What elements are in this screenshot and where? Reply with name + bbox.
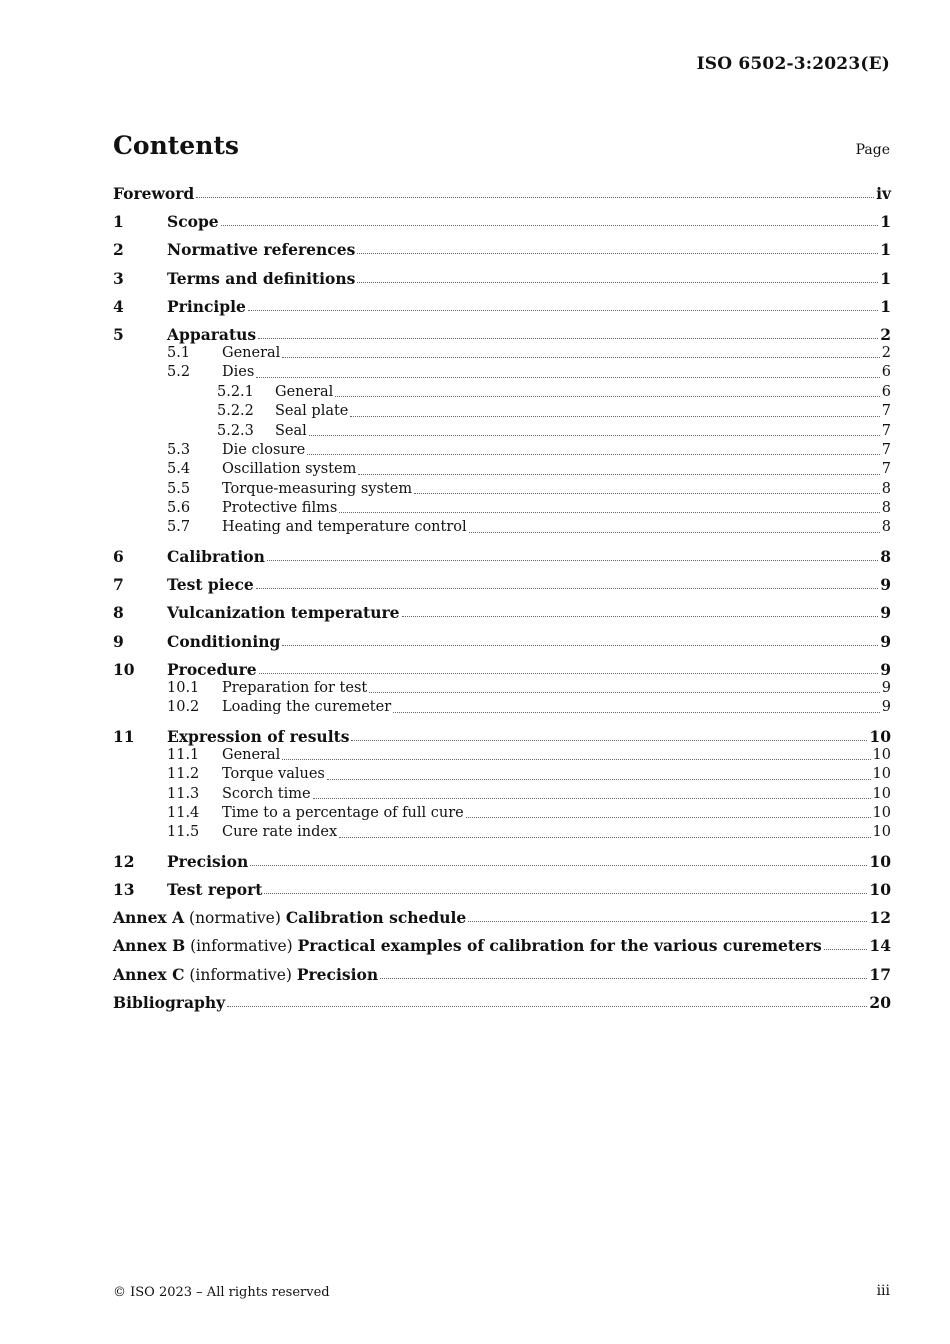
dot-leader: [339, 837, 870, 838]
annex-label: Annex A: [113, 908, 185, 928]
toc-entry[interactable]: [113, 383, 891, 402]
toc-entry-page: 2: [881, 344, 891, 361]
toc-entry-page: 8: [881, 480, 891, 497]
toc-entry-page: 9: [880, 659, 891, 679]
toc-entry-page: 10: [869, 880, 891, 900]
dot-leader: [357, 253, 878, 254]
toc-entry-number: 10.2: [167, 699, 200, 716]
dot-leader: [335, 396, 879, 397]
toc-entry[interactable]: [113, 402, 891, 421]
dot-leader: [258, 338, 878, 339]
toc-entry-number: 11.2: [167, 766, 200, 783]
toc-entry[interactable]: [113, 746, 891, 765]
toc-entry-title: Scope: [167, 212, 219, 232]
toc-entry-title: Die closure: [222, 441, 306, 458]
toc-entry-page: 1: [880, 296, 891, 316]
toc-entry-title: Torque-measuring system: [222, 480, 413, 497]
toc-entry[interactable]: [113, 880, 891, 899]
toc-entry-title: Test piece: [167, 575, 254, 595]
toc-entry-page: 17: [869, 964, 891, 984]
toc-entry-page: 9: [881, 679, 891, 696]
toc-entry-page: 9: [880, 631, 891, 651]
toc-entry-title: Cure rate index: [222, 824, 338, 841]
table-of-contents: [113, 184, 891, 1012]
toc-entry-page: 8: [880, 547, 891, 567]
toc-entry-number: 3: [113, 268, 124, 288]
toc-entry-number: 13: [113, 880, 135, 900]
toc-entry-title: Normative references: [167, 240, 356, 260]
toc-entry-number: 5.2.2: [217, 403, 254, 420]
toc-entry[interactable]: [113, 852, 891, 871]
toc-entry-title: General: [222, 746, 281, 763]
toc-entry-number: 5.2.1: [217, 383, 254, 400]
toc-entry-title: Vulcanization temperature: [167, 603, 400, 623]
dot-leader: [824, 949, 868, 950]
toc-entry[interactable]: [113, 908, 891, 927]
toc-entry[interactable]: [113, 363, 891, 382]
page-number: iii: [876, 1283, 890, 1299]
dot-leader: [369, 692, 880, 693]
toc-entry-title: Practical examples of calibration for the various curemeters: [297, 936, 822, 956]
dot-leader: [313, 798, 871, 799]
dot-leader: [351, 740, 867, 741]
toc-entry-title: General: [222, 344, 281, 361]
toc-entry-number: 11.5: [167, 824, 200, 841]
dot-leader: [402, 616, 879, 617]
toc-entry-page: 14: [869, 936, 891, 956]
toc-entry[interactable]: [113, 632, 891, 651]
toc-entry-page: 10: [869, 851, 891, 871]
toc-entry-title: Precision: [167, 851, 249, 871]
dot-leader: [282, 645, 878, 646]
annex-label: Annex B: [113, 936, 186, 956]
page-title: Contents: [113, 131, 240, 160]
toc-entry-page: 1: [880, 212, 891, 232]
toc-entry-number: 2: [113, 240, 124, 260]
toc-entry-title: Heating and temperature control: [222, 519, 467, 536]
toc-entry-title: Conditioning: [167, 631, 281, 651]
toc-entry-number: 5.1: [167, 344, 191, 361]
toc-entry[interactable]: [113, 698, 891, 717]
dot-leader: [414, 493, 880, 494]
toc-entry-title: Preparation for test: [222, 679, 368, 696]
dot-leader: [307, 454, 880, 455]
toc-entry-number: 8: [113, 603, 124, 623]
toc-entry-number: 5.7: [167, 519, 191, 536]
dot-leader: [196, 197, 874, 198]
toc-entry-title: Precision: [296, 964, 379, 984]
toc-entry-page: iv: [876, 184, 891, 203]
dot-leader: [248, 310, 878, 311]
toc-entry[interactable]: [113, 679, 891, 698]
toc-entry-number: 5.2: [167, 364, 191, 381]
toc-entry-number: 5: [113, 324, 124, 344]
dot-leader: [358, 474, 879, 475]
toc-entry-page: 10: [872, 824, 891, 841]
toc-entry-page: 1: [880, 268, 891, 288]
toc-entry-title: Seal: [275, 422, 307, 439]
toc-entry[interactable]: [113, 823, 891, 842]
toc-entry[interactable]: [113, 422, 891, 441]
dot-leader: [350, 416, 879, 417]
toc-entry-page: 9: [881, 699, 891, 716]
toc-entry-number: 12: [113, 851, 135, 871]
toc-entry-page: 7: [881, 441, 891, 458]
toc-entry-page: 12: [869, 908, 891, 928]
toc-entry[interactable]: [113, 344, 891, 363]
toc-entry[interactable]: [113, 460, 891, 479]
dot-leader: [264, 893, 867, 894]
toc-entry-page: 6: [881, 383, 891, 400]
toc-entry-number: 11.4: [167, 804, 200, 821]
toc-entry[interactable]: [113, 936, 891, 955]
toc-entry-title: Scorch time: [222, 785, 311, 802]
toc-entry[interactable]: [113, 269, 891, 288]
toc-entry-page: 10: [872, 804, 891, 821]
dot-leader: [259, 673, 879, 674]
toc-entry-number: 11.1: [167, 746, 200, 763]
toc-entry-page: 6: [881, 364, 891, 381]
toc-entry-page: 1: [880, 240, 891, 260]
dot-leader: [393, 712, 880, 713]
toc-entry-title: Principle: [167, 296, 246, 316]
toc-entry-title: Procedure: [167, 659, 257, 679]
annex-type: (normative): [189, 909, 281, 928]
toc-entry[interactable]: [113, 660, 891, 679]
toc-entry-number: 5.2.3: [217, 422, 254, 439]
toc-entry-number: 10: [113, 659, 135, 679]
toc-entry-number: 7: [113, 575, 124, 595]
toc-entry-page: 7: [881, 403, 891, 420]
toc-entry-page: 20: [869, 992, 891, 1012]
dot-leader: [339, 512, 879, 513]
toc-entry[interactable]: [113, 518, 891, 537]
dot-leader: [466, 817, 871, 818]
toc-entry[interactable]: [113, 480, 891, 499]
toc-entry-title: Oscillation system: [222, 461, 357, 478]
dot-leader: [327, 779, 871, 780]
toc-entry-title: Protective films: [222, 500, 338, 517]
dot-leader: [282, 357, 879, 358]
toc-entry[interactable]: [113, 212, 891, 231]
toc-entry-title: Torque values: [222, 766, 325, 783]
toc-entry-title: Foreword: [113, 184, 195, 203]
toc-entry-title: Calibration schedule: [285, 908, 467, 928]
toc-entry-title: General: [275, 383, 334, 400]
toc-entry[interactable]: [113, 727, 891, 746]
toc-entry[interactable]: [113, 184, 891, 203]
page-column-label: Page: [855, 142, 890, 158]
toc-entry-page: 8: [881, 500, 891, 517]
toc-entry-page: 10: [872, 746, 891, 763]
toc-entry[interactable]: [113, 325, 891, 344]
toc-entry-page: 10: [869, 726, 891, 746]
toc-entry-number: 4: [113, 296, 124, 316]
toc-entry[interactable]: [113, 499, 891, 518]
toc-entry[interactable]: [113, 547, 891, 566]
dot-leader: [250, 865, 867, 866]
annex-label: Annex C: [113, 964, 185, 984]
dot-leader: [256, 588, 878, 589]
toc-entry-page: 9: [880, 603, 891, 623]
toc-entry-number: 1: [113, 212, 124, 232]
toc-entry[interactable]: [113, 441, 891, 460]
toc-entry-page: 7: [881, 461, 891, 478]
dot-leader: [221, 225, 879, 226]
toc-entry-number: 5.5: [167, 480, 191, 497]
toc-entry-number: 11.3: [167, 785, 200, 802]
toc-entry[interactable]: [113, 785, 891, 804]
toc-entry-number: 11: [113, 726, 135, 746]
toc-entry-page: 9: [880, 575, 891, 595]
toc-entry-title: Test report: [167, 880, 263, 900]
toc-entry-title: Seal plate: [275, 403, 349, 420]
toc-entry-title: Loading the curemeter: [222, 699, 392, 716]
toc-entry[interactable]: [113, 965, 891, 984]
toc-entry-page: 2: [880, 324, 891, 344]
dot-leader: [309, 435, 880, 436]
toc-entry[interactable]: [113, 575, 891, 594]
toc-entry-number: 10.1: [167, 679, 200, 696]
dot-leader: [469, 532, 880, 533]
toc-entry-title: Dies: [222, 364, 255, 381]
toc-entry[interactable]: [113, 765, 891, 784]
toc-entry-title: Bibliography: [113, 992, 226, 1012]
toc-entry[interactable]: [113, 603, 891, 622]
dot-leader: [256, 377, 879, 378]
annex-type: (informative): [189, 965, 292, 984]
toc-entry[interactable]: [113, 804, 891, 823]
toc-entry-title: Calibration: [167, 547, 265, 567]
toc-entry[interactable]: [113, 993, 891, 1012]
copyright-notice: © ISO 2023 – All rights reserved: [113, 1285, 330, 1300]
dot-leader: [380, 978, 867, 979]
toc-entry-number: 5.6: [167, 500, 191, 517]
dot-leader: [357, 282, 878, 283]
toc-entry-number: 9: [113, 631, 124, 651]
toc-entry-title: Terms and definitions: [167, 268, 356, 288]
toc-entry[interactable]: [113, 297, 891, 316]
document-id: ISO 6502-3:2023(E): [696, 54, 890, 74]
toc-entry-number: 5.3: [167, 441, 191, 458]
dot-leader: [282, 759, 870, 760]
toc-entry-page: 10: [872, 785, 891, 802]
dot-leader: [227, 1006, 867, 1007]
toc-entry-number: 6: [113, 547, 124, 567]
dot-leader: [468, 921, 867, 922]
toc-entry-page: 8: [881, 519, 891, 536]
dot-leader: [267, 560, 878, 561]
toc-entry-page: 7: [881, 422, 891, 439]
annex-type: (informative): [190, 937, 293, 956]
toc-entry-number: 5.4: [167, 461, 191, 478]
toc-entry-title: Apparatus: [167, 324, 257, 344]
toc-entry-title: Expression of results: [167, 726, 350, 746]
toc-entry-page: 10: [872, 766, 891, 783]
toc-entry-title: Time to a percentage of full cure: [222, 804, 464, 821]
toc-entry[interactable]: [113, 240, 891, 259]
